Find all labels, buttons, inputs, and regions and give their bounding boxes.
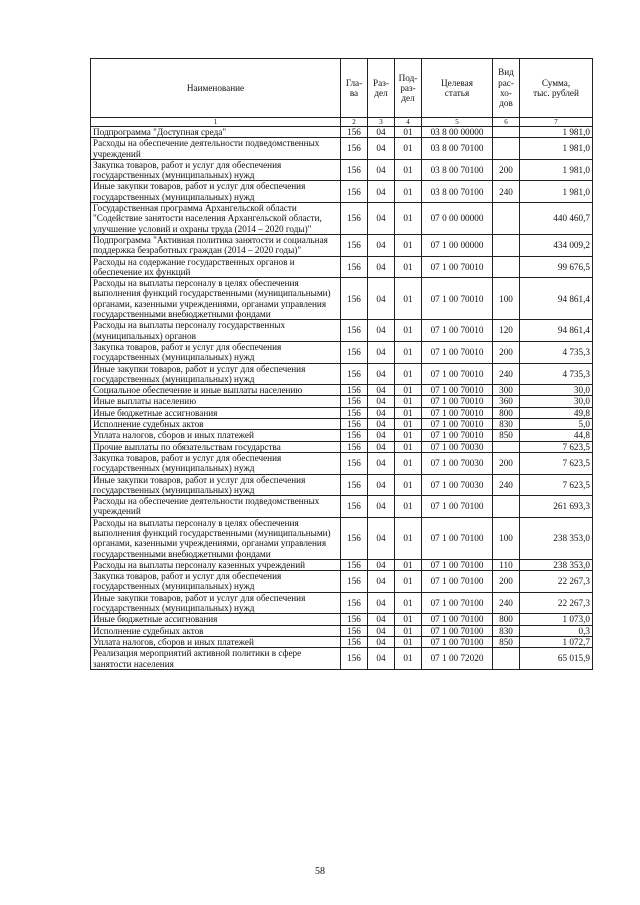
cell-podrazdel: 01 bbox=[395, 203, 422, 235]
cell-name: Уплата налогов, сборов и иных платежей bbox=[91, 430, 341, 441]
cell-name: Иные выплаты населению bbox=[91, 396, 341, 407]
cell-summa: 238 353,0 bbox=[520, 517, 593, 559]
cell-statya: 07 1 00 70030 bbox=[422, 441, 493, 452]
table-row bbox=[91, 419, 593, 430]
cell-vid: 830 bbox=[493, 419, 520, 430]
cell-vid: 850 bbox=[493, 430, 520, 441]
header-name: Наименование bbox=[91, 59, 341, 118]
cell-podrazdel: 01 bbox=[395, 419, 422, 430]
cell-statya: 03 8 00 70100 bbox=[422, 181, 493, 203]
cell-summa: 30,0 bbox=[520, 385, 593, 396]
cell-glava: 156 bbox=[341, 517, 368, 559]
column-number: 5 bbox=[422, 118, 493, 127]
cell-summa: 261 693,3 bbox=[520, 496, 593, 518]
cell-name: Иные закупки товаров, работ и услуг для обеспечения государственных (муниципальных) нужд bbox=[91, 363, 341, 385]
cell-glava: 156 bbox=[341, 256, 368, 278]
cell-razdel: 04 bbox=[368, 363, 395, 385]
header-statya: Целевая статья bbox=[422, 59, 493, 118]
cell-vid: 800 bbox=[493, 407, 520, 418]
cell-razdel: 04 bbox=[368, 430, 395, 441]
cell-vid: 100 bbox=[493, 278, 520, 320]
cell-vid: 240 bbox=[493, 592, 520, 614]
column-number-row bbox=[91, 118, 593, 127]
cell-vid: 240 bbox=[493, 363, 520, 385]
cell-podrazdel: 01 bbox=[395, 571, 422, 593]
cell-glava: 156 bbox=[341, 407, 368, 418]
column-number: 3 bbox=[368, 118, 395, 127]
cell-razdel: 04 bbox=[368, 341, 395, 363]
cell-vid bbox=[493, 138, 520, 160]
table-row bbox=[91, 592, 593, 614]
cell-vid bbox=[493, 127, 520, 138]
cell-statya: 07 1 00 70100 bbox=[422, 517, 493, 559]
cell-podrazdel: 01 bbox=[395, 648, 422, 670]
cell-summa: 44,8 bbox=[520, 430, 593, 441]
cell-name: Социальное обеспечение и иные выплаты населению bbox=[91, 385, 341, 396]
cell-glava: 156 bbox=[341, 430, 368, 441]
cell-razdel: 04 bbox=[368, 571, 395, 593]
cell-glava: 156 bbox=[341, 571, 368, 593]
table-row bbox=[91, 159, 593, 181]
cell-vid bbox=[493, 256, 520, 278]
cell-statya: 07 1 00 70100 bbox=[422, 625, 493, 636]
cell-summa: 94 861,4 bbox=[520, 278, 593, 320]
cell-razdel: 04 bbox=[368, 496, 395, 518]
cell-vid: 200 bbox=[493, 452, 520, 474]
cell-statya: 03 8 00 70100 bbox=[422, 159, 493, 181]
cell-glava: 156 bbox=[341, 234, 368, 256]
cell-name: Уплата налогов, сборов и иных платежей bbox=[91, 636, 341, 647]
cell-podrazdel: 01 bbox=[395, 181, 422, 203]
cell-podrazdel: 01 bbox=[395, 363, 422, 385]
cell-name: Иные закупки товаров, работ и услуг для обеспечения государственных (муниципальных) нужд bbox=[91, 181, 341, 203]
cell-statya: 07 1 00 70010 bbox=[422, 341, 493, 363]
table-row bbox=[91, 138, 593, 160]
cell-statya: 07 1 00 70010 bbox=[422, 363, 493, 385]
cell-vid: 360 bbox=[493, 396, 520, 407]
header-vid: Вид рас- хо- дов bbox=[493, 59, 520, 118]
cell-statya: 07 1 00 70100 bbox=[422, 636, 493, 647]
cell-glava: 156 bbox=[341, 452, 368, 474]
cell-razdel: 04 bbox=[368, 452, 395, 474]
cell-razdel: 04 bbox=[368, 396, 395, 407]
table-row bbox=[91, 625, 593, 636]
cell-statya: 07 1 00 70100 bbox=[422, 614, 493, 625]
cell-summa: 440 460,7 bbox=[520, 203, 593, 235]
cell-statya: 07 1 00 70030 bbox=[422, 474, 493, 496]
cell-name: Расходы на выплаты персоналу государственных (муниципальных) органов bbox=[91, 320, 341, 342]
cell-razdel: 04 bbox=[368, 592, 395, 614]
cell-statya: 07 1 00 70010 bbox=[422, 385, 493, 396]
cell-razdel: 04 bbox=[368, 517, 395, 559]
cell-vid: 200 bbox=[493, 341, 520, 363]
cell-name: Расходы на выплаты персоналу в целях обеспечения выполнения функций государственными (муниципальными) органами, казенными учреждениями, органами управления государственными внебюджетными фондами bbox=[91, 278, 341, 320]
cell-razdel: 04 bbox=[368, 614, 395, 625]
cell-podrazdel: 01 bbox=[395, 234, 422, 256]
cell-podrazdel: 01 bbox=[395, 636, 422, 647]
cell-glava: 156 bbox=[341, 396, 368, 407]
cell-podrazdel: 01 bbox=[395, 127, 422, 138]
table-row bbox=[91, 517, 593, 559]
cell-glava: 156 bbox=[341, 181, 368, 203]
column-number: 1 bbox=[91, 118, 341, 127]
cell-statya: 07 1 00 70010 bbox=[422, 419, 493, 430]
cell-glava: 156 bbox=[341, 138, 368, 160]
table-row bbox=[91, 452, 593, 474]
cell-name: Исполнение судебных актов bbox=[91, 419, 341, 430]
table-row bbox=[91, 571, 593, 593]
table-row bbox=[91, 234, 593, 256]
cell-summa: 22 267,3 bbox=[520, 592, 593, 614]
cell-vid: 240 bbox=[493, 181, 520, 203]
cell-name: Закупка товаров, работ и услуг для обеспечения государственных (муниципальных) нужд bbox=[91, 159, 341, 181]
cell-razdel: 04 bbox=[368, 203, 395, 235]
table-row bbox=[91, 614, 593, 625]
table-row bbox=[91, 407, 593, 418]
cell-statya: 07 1 00 70100 bbox=[422, 559, 493, 570]
cell-glava: 156 bbox=[341, 625, 368, 636]
cell-summa: 1 073,0 bbox=[520, 614, 593, 625]
table-row bbox=[91, 385, 593, 396]
cell-podrazdel: 01 bbox=[395, 592, 422, 614]
cell-podrazdel: 01 bbox=[395, 452, 422, 474]
cell-glava: 156 bbox=[341, 159, 368, 181]
cell-name: Расходы на выплаты персоналу в целях обеспечения выполнения функций государственными (муниципальными) органами, казенными учреждениями, органами управления государственными внебюджетными фондами bbox=[91, 517, 341, 559]
cell-summa: 7 623,5 bbox=[520, 452, 593, 474]
cell-summa: 4 735,3 bbox=[520, 363, 593, 385]
cell-summa: 5,0 bbox=[520, 419, 593, 430]
cell-podrazdel: 01 bbox=[395, 474, 422, 496]
cell-vid bbox=[493, 648, 520, 670]
cell-summa: 7 623,5 bbox=[520, 474, 593, 496]
cell-razdel: 04 bbox=[368, 625, 395, 636]
cell-summa: 0,3 bbox=[520, 625, 593, 636]
table-row bbox=[91, 181, 593, 203]
cell-summa: 22 267,3 bbox=[520, 571, 593, 593]
cell-razdel: 04 bbox=[368, 159, 395, 181]
cell-glava: 156 bbox=[341, 127, 368, 138]
table-row bbox=[91, 474, 593, 496]
cell-glava: 156 bbox=[341, 496, 368, 518]
cell-vid: 110 bbox=[493, 559, 520, 570]
cell-glava: 156 bbox=[341, 341, 368, 363]
cell-summa: 49,8 bbox=[520, 407, 593, 418]
cell-podrazdel: 01 bbox=[395, 256, 422, 278]
cell-name: Закупка товаров, работ и услуг для обеспечения государственных (муниципальных) нужд bbox=[91, 341, 341, 363]
cell-podrazdel: 01 bbox=[395, 138, 422, 160]
cell-name: Закупка товаров, работ и услуг для обеспечения государственных (муниципальных) нужд bbox=[91, 452, 341, 474]
cell-glava: 156 bbox=[341, 559, 368, 570]
table-row bbox=[91, 636, 593, 647]
cell-vid: 200 bbox=[493, 159, 520, 181]
table-row bbox=[91, 341, 593, 363]
cell-summa: 434 009,2 bbox=[520, 234, 593, 256]
cell-razdel: 04 bbox=[368, 559, 395, 570]
cell-name: Закупка товаров, работ и услуг для обеспечения государственных (муниципальных) нужд bbox=[91, 571, 341, 593]
cell-podrazdel: 01 bbox=[395, 559, 422, 570]
table-row bbox=[91, 648, 593, 670]
table-body bbox=[91, 127, 593, 670]
cell-name: Подпрограмма "Активная политика занятости и социальная поддержка безработных граждан (2014 – 2020 годы)" bbox=[91, 234, 341, 256]
header-razdel: Раз- дел bbox=[368, 59, 395, 118]
cell-glava: 156 bbox=[341, 441, 368, 452]
table-row bbox=[91, 441, 593, 452]
cell-vid: 200 bbox=[493, 571, 520, 593]
cell-statya: 07 1 00 00000 bbox=[422, 234, 493, 256]
cell-razdel: 04 bbox=[368, 278, 395, 320]
cell-statya: 07 1 00 70030 bbox=[422, 452, 493, 474]
cell-statya: 07 1 00 70010 bbox=[422, 320, 493, 342]
cell-razdel: 04 bbox=[368, 234, 395, 256]
cell-vid: 120 bbox=[493, 320, 520, 342]
cell-podrazdel: 01 bbox=[395, 341, 422, 363]
cell-vid: 300 bbox=[493, 385, 520, 396]
cell-glava: 156 bbox=[341, 474, 368, 496]
cell-statya: 07 1 00 70100 bbox=[422, 571, 493, 593]
cell-glava: 156 bbox=[341, 648, 368, 670]
cell-glava: 156 bbox=[341, 592, 368, 614]
cell-razdel: 04 bbox=[368, 441, 395, 452]
cell-podrazdel: 01 bbox=[395, 614, 422, 625]
cell-summa: 4 735,3 bbox=[520, 341, 593, 363]
cell-statya: 03 8 00 70100 bbox=[422, 138, 493, 160]
cell-statya: 07 1 00 70010 bbox=[422, 396, 493, 407]
table-row bbox=[91, 430, 593, 441]
cell-vid bbox=[493, 203, 520, 235]
cell-summa: 94 861,4 bbox=[520, 320, 593, 342]
cell-podrazdel: 01 bbox=[395, 517, 422, 559]
cell-statya: 03 8 00 00000 bbox=[422, 127, 493, 138]
page-number: 58 bbox=[315, 866, 325, 877]
cell-podrazdel: 01 bbox=[395, 496, 422, 518]
cell-glava: 156 bbox=[341, 614, 368, 625]
cell-podrazdel: 01 bbox=[395, 625, 422, 636]
cell-summa: 1 981,0 bbox=[520, 181, 593, 203]
cell-name: Государственная программа Архангельской области "Содействие занятости населения Архангельской области, улучшение условий и охраны труда (2014 – 2020 годы)" bbox=[91, 203, 341, 235]
cell-razdel: 04 bbox=[368, 648, 395, 670]
header-summa: Сумма, тыс. рублей bbox=[520, 59, 593, 118]
cell-summa: 238 353,0 bbox=[520, 559, 593, 570]
cell-statya: 07 1 00 70100 bbox=[422, 592, 493, 614]
cell-statya: 07 1 00 70010 bbox=[422, 256, 493, 278]
cell-razdel: 04 bbox=[368, 138, 395, 160]
cell-glava: 156 bbox=[341, 278, 368, 320]
cell-name: Расходы на обеспечение деятельности подведомственных учреждений bbox=[91, 138, 341, 160]
cell-podrazdel: 01 bbox=[395, 396, 422, 407]
cell-name: Иные закупки товаров, работ и услуг для обеспечения государственных (муниципальных) нужд bbox=[91, 592, 341, 614]
cell-razdel: 04 bbox=[368, 474, 395, 496]
cell-summa: 1 072,7 bbox=[520, 636, 593, 647]
cell-vid: 830 bbox=[493, 625, 520, 636]
cell-podrazdel: 01 bbox=[395, 385, 422, 396]
cell-glava: 156 bbox=[341, 385, 368, 396]
cell-razdel: 04 bbox=[368, 320, 395, 342]
table-row bbox=[91, 496, 593, 518]
cell-name: Подпрограмма "Доступная среда" bbox=[91, 127, 341, 138]
cell-summa: 99 676,5 bbox=[520, 256, 593, 278]
cell-statya: 07 1 00 70010 bbox=[422, 278, 493, 320]
cell-glava: 156 bbox=[341, 363, 368, 385]
cell-statya: 07 1 00 70010 bbox=[422, 407, 493, 418]
header-glava: Гла- ва bbox=[341, 59, 368, 118]
cell-name: Расходы на содержание государственных органов и обеспечение их функций bbox=[91, 256, 341, 278]
cell-name: Иные бюджетные ассигнования bbox=[91, 614, 341, 625]
cell-razdel: 04 bbox=[368, 127, 395, 138]
cell-vid bbox=[493, 234, 520, 256]
cell-statya: 07 0 00 00000 bbox=[422, 203, 493, 235]
cell-vid bbox=[493, 496, 520, 518]
cell-podrazdel: 01 bbox=[395, 159, 422, 181]
cell-statya: 07 1 00 70010 bbox=[422, 430, 493, 441]
cell-name: Иные бюджетные ассигнования bbox=[91, 407, 341, 418]
cell-summa: 7 623,5 bbox=[520, 441, 593, 452]
cell-razdel: 04 bbox=[368, 407, 395, 418]
table-row bbox=[91, 256, 593, 278]
cell-name: Исполнение судебных актов bbox=[91, 625, 341, 636]
cell-summa: 65 015,9 bbox=[520, 648, 593, 670]
column-number: 2 bbox=[341, 118, 368, 127]
cell-name: Реализация мероприятий активной политики в сфере занятости населения bbox=[91, 648, 341, 670]
column-number: 4 bbox=[395, 118, 422, 127]
column-number: 6 bbox=[493, 118, 520, 127]
cell-summa: 30,0 bbox=[520, 396, 593, 407]
cell-vid bbox=[493, 441, 520, 452]
cell-razdel: 04 bbox=[368, 419, 395, 430]
cell-razdel: 04 bbox=[368, 256, 395, 278]
cell-glava: 156 bbox=[341, 203, 368, 235]
cell-podrazdel: 01 bbox=[395, 320, 422, 342]
cell-name: Расходы на выплаты персоналу казенных учреждений bbox=[91, 559, 341, 570]
cell-name: Расходы на обеспечение деятельности подведомственных учреждений bbox=[91, 496, 341, 518]
cell-summa: 1 981,0 bbox=[520, 159, 593, 181]
cell-summa: 1 981,0 bbox=[520, 138, 593, 160]
cell-glava: 156 bbox=[341, 419, 368, 430]
cell-name: Прочие выплаты по обязательствам государства bbox=[91, 441, 341, 452]
table-row bbox=[91, 396, 593, 407]
column-number: 7 bbox=[520, 118, 593, 127]
cell-podrazdel: 01 bbox=[395, 441, 422, 452]
cell-razdel: 04 bbox=[368, 385, 395, 396]
cell-statya: 07 1 00 72020 bbox=[422, 648, 493, 670]
table-row bbox=[91, 320, 593, 342]
cell-glava: 156 bbox=[341, 636, 368, 647]
header-row bbox=[91, 59, 593, 118]
cell-podrazdel: 01 bbox=[395, 278, 422, 320]
cell-razdel: 04 bbox=[368, 636, 395, 647]
table-row bbox=[91, 127, 593, 138]
cell-summa: 1 981,0 bbox=[520, 127, 593, 138]
table-row bbox=[91, 363, 593, 385]
cell-vid: 850 bbox=[493, 636, 520, 647]
budget-table bbox=[90, 58, 593, 670]
cell-podrazdel: 01 bbox=[395, 430, 422, 441]
cell-glava: 156 bbox=[341, 320, 368, 342]
table-row bbox=[91, 278, 593, 320]
cell-name: Иные закупки товаров, работ и услуг для обеспечения государственных (муниципальных) нужд bbox=[91, 474, 341, 496]
table-row bbox=[91, 559, 593, 570]
cell-statya: 07 1 00 70100 bbox=[422, 496, 493, 518]
cell-vid: 800 bbox=[493, 614, 520, 625]
header-podrazdel: Под- раз- дел bbox=[395, 59, 422, 118]
cell-vid: 100 bbox=[493, 517, 520, 559]
cell-razdel: 04 bbox=[368, 181, 395, 203]
table-row bbox=[91, 203, 593, 235]
cell-podrazdel: 01 bbox=[395, 407, 422, 418]
cell-vid: 240 bbox=[493, 474, 520, 496]
